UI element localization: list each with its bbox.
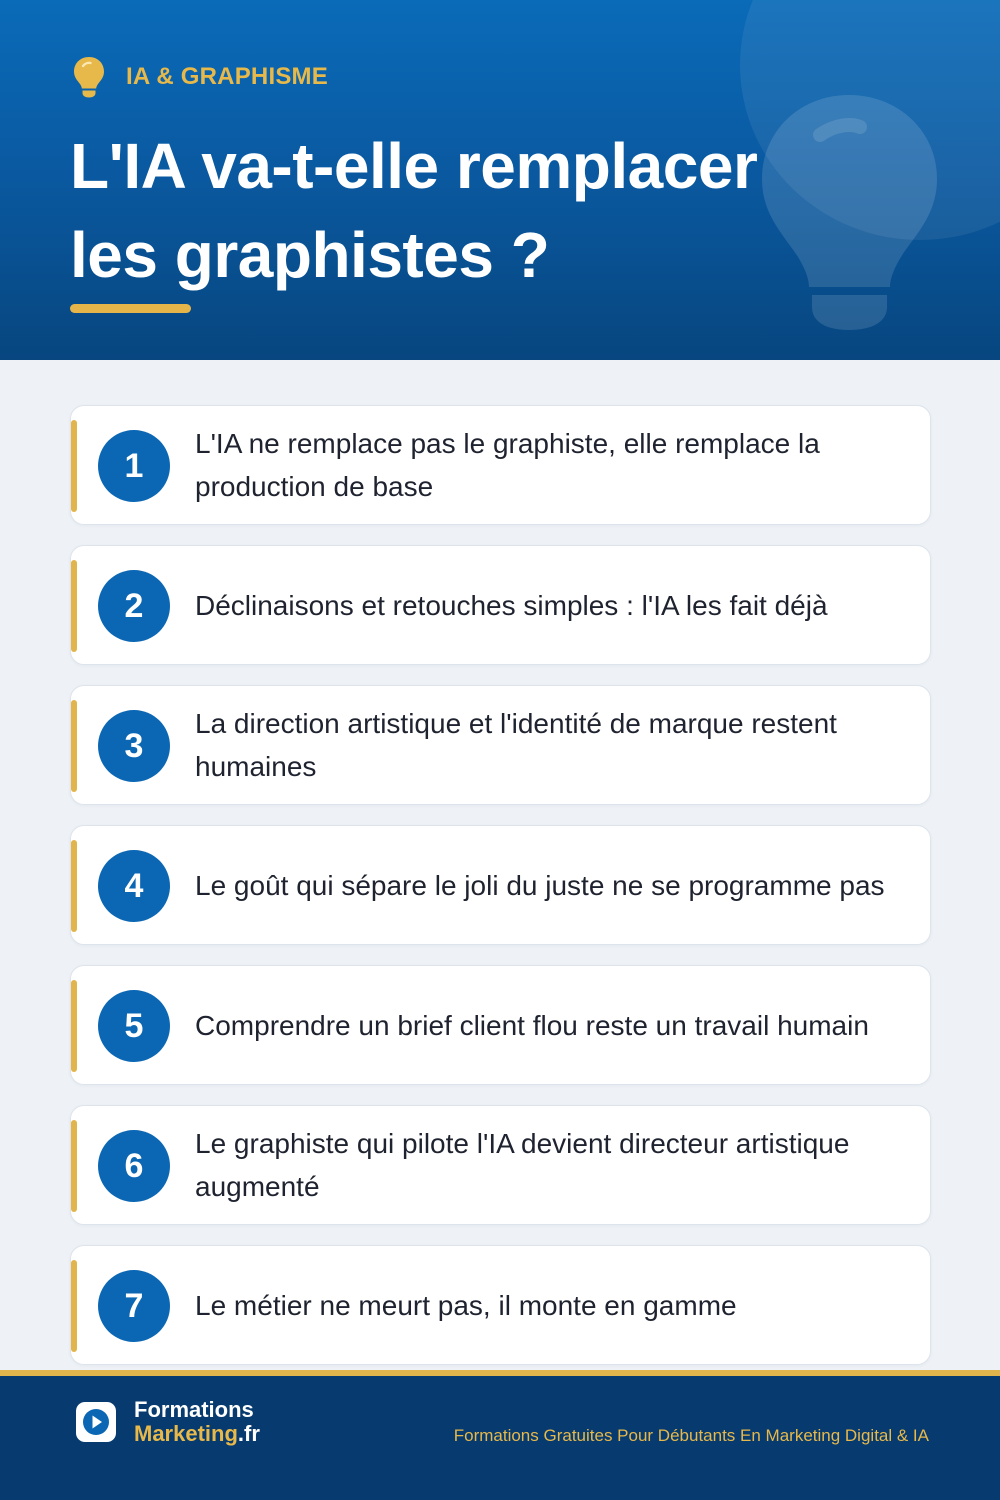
- category-kicker: [72, 56, 328, 98]
- item-text: Déclinaisons et retouches simples : l'IA les fait déjà: [195, 589, 828, 621]
- title-underline: [70, 304, 191, 313]
- item-number-badge: 1: [98, 430, 170, 502]
- item-text: Comprendre un brief client flou reste un travail humain: [195, 1009, 869, 1041]
- item-number-badge: 6: [98, 1130, 170, 1202]
- list-item: [70, 545, 931, 665]
- item-text: Le goût qui sépare le joli du juste ne se programme pas: [195, 869, 885, 901]
- brand-domain-suffix: .fr: [237, 1421, 260, 1446]
- brand-name-line-1: Formations: [134, 1397, 254, 1422]
- brand-name-line-2: [134, 1421, 260, 1447]
- header-banner: [0, 0, 1000, 360]
- card-accent-bar: [71, 1120, 77, 1212]
- card-accent-bar: [71, 560, 77, 652]
- item-text: Le graphiste qui pilote l'IA devient directeur artistique augmenté: [195, 1128, 850, 1202]
- card-accent-bar: [71, 700, 77, 792]
- card-accent-bar: [71, 840, 77, 932]
- list-item: [70, 965, 931, 1085]
- brand-name-main: Marketing: [134, 1421, 238, 1446]
- page-title: [70, 122, 930, 300]
- kicker-label: IA & GRAPHISME: [126, 63, 328, 90]
- card-accent-bar: [71, 1260, 77, 1352]
- item-number-badge: 2: [98, 570, 170, 642]
- item-text: La direction artistique et l'identité de marque restent humaines: [195, 708, 837, 782]
- item-text: L'IA ne remplace pas le graphiste, elle remplace la production de base: [195, 428, 820, 502]
- item-number-badge: 3: [98, 710, 170, 782]
- list-item: [70, 1245, 931, 1365]
- item-number-badge: 7: [98, 1270, 170, 1342]
- brand-logo[interactable]: [76, 1402, 116, 1442]
- list-item: [70, 685, 931, 805]
- points-list: [70, 405, 931, 1385]
- card-accent-bar: [71, 420, 77, 512]
- lightbulb-icon: [72, 56, 106, 98]
- footer-tagline: Formations Gratuites Pour Débutants En Marketing Digital & IA: [453, 1426, 929, 1445]
- list-item: [70, 1105, 931, 1225]
- title-line-1: L'IA va-t-elle remplacer: [70, 130, 758, 202]
- item-text: Le métier ne meurt pas, il monte en gamme: [195, 1289, 737, 1321]
- play-icon: [76, 1402, 116, 1442]
- card-accent-bar: [71, 980, 77, 1072]
- list-item: [70, 825, 931, 945]
- title-line-2: les graphistes ?: [70, 219, 550, 291]
- footer: [0, 1376, 1000, 1500]
- item-number-badge: 5: [98, 990, 170, 1062]
- list-item: [70, 405, 931, 525]
- item-number-badge: 4: [98, 850, 170, 922]
